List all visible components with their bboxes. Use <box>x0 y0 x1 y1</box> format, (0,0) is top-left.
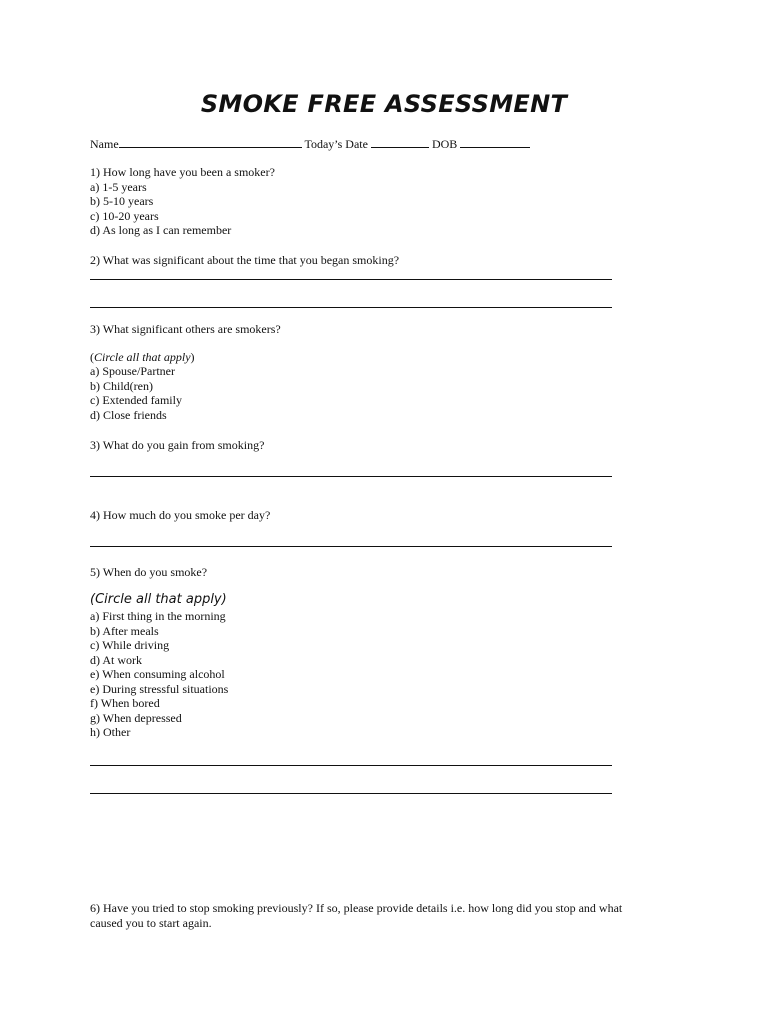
circle-instruction: (Circle all that apply) <box>90 592 227 607</box>
answer-line[interactable] <box>90 793 612 794</box>
answer-line[interactable] <box>90 476 612 477</box>
dob-label: DOB <box>431 137 458 151</box>
question-2-text: 2) What was significant about the time that you began smoking? <box>90 253 400 267</box>
circle-instruction <box>90 350 195 365</box>
option-item[interactable]: d) As long as I can remember <box>90 223 232 237</box>
question-6 <box>90 901 622 930</box>
question-1-text: 1) How long have you been a smoker? <box>90 165 275 179</box>
option-item[interactable]: b) 5-10 years <box>90 194 154 208</box>
answer-line[interactable] <box>90 279 612 280</box>
option-item[interactable]: a) Spouse/Partner <box>90 364 175 378</box>
option-item[interactable]: b) Child(ren) <box>90 378 153 393</box>
dob-field[interactable] <box>460 136 530 148</box>
question-4-text: 4) How much do you smoke per day? <box>90 508 271 522</box>
option-item[interactable]: a) First thing in the morning <box>90 609 226 623</box>
option-item[interactable]: c) While driving <box>90 638 170 652</box>
question-3a-options <box>90 364 182 422</box>
answer-line[interactable] <box>90 765 612 766</box>
option-item[interactable]: b) After meals <box>90 623 159 638</box>
name-field[interactable] <box>119 136 302 148</box>
option-item[interactable]: g) When depressed <box>90 710 182 725</box>
option-item[interactable]: c) Extended family <box>90 393 182 407</box>
question-6-line-2: caused you to start again. <box>90 915 212 930</box>
paren-open: ( <box>90 350 94 364</box>
date-field[interactable] <box>371 136 429 148</box>
page-title: SMOKE FREE ASSESSMENT <box>200 90 568 118</box>
option-item[interactable]: a) 1-5 years <box>90 179 147 194</box>
question-3a-text: 3) What significant others are smokers? <box>90 322 281 336</box>
option-item[interactable]: d) Close friends <box>90 407 167 422</box>
header-fields <box>90 136 530 152</box>
name-label: Name <box>90 137 119 151</box>
circle-instruction-text: Circle all that apply <box>94 350 191 364</box>
option-item[interactable]: f) When bored <box>90 696 160 710</box>
option-item[interactable]: d) At work <box>90 652 142 667</box>
question-1-options <box>90 180 275 238</box>
question-3b-text: 3) What do you gain from smoking? <box>90 438 265 452</box>
option-item[interactable]: e) During stressful situations <box>90 681 229 696</box>
question-1 <box>90 165 275 238</box>
option-item[interactable]: h) Other <box>90 725 131 739</box>
option-item[interactable]: c) 10-20 years <box>90 208 159 223</box>
paren-close: ) <box>190 350 195 364</box>
question-5-text: 5) When do you smoke? <box>90 565 208 579</box>
question-6-line-1: 6) Have you tried to stop smoking previously? If so, please provide details i.e. how long did you stop and what <box>90 901 623 915</box>
question-5-options <box>90 609 228 740</box>
date-label: Today’s Date <box>304 137 368 151</box>
answer-line[interactable] <box>90 546 612 547</box>
answer-line[interactable] <box>90 307 612 308</box>
option-item[interactable]: e) When consuming alcohol <box>90 667 225 681</box>
